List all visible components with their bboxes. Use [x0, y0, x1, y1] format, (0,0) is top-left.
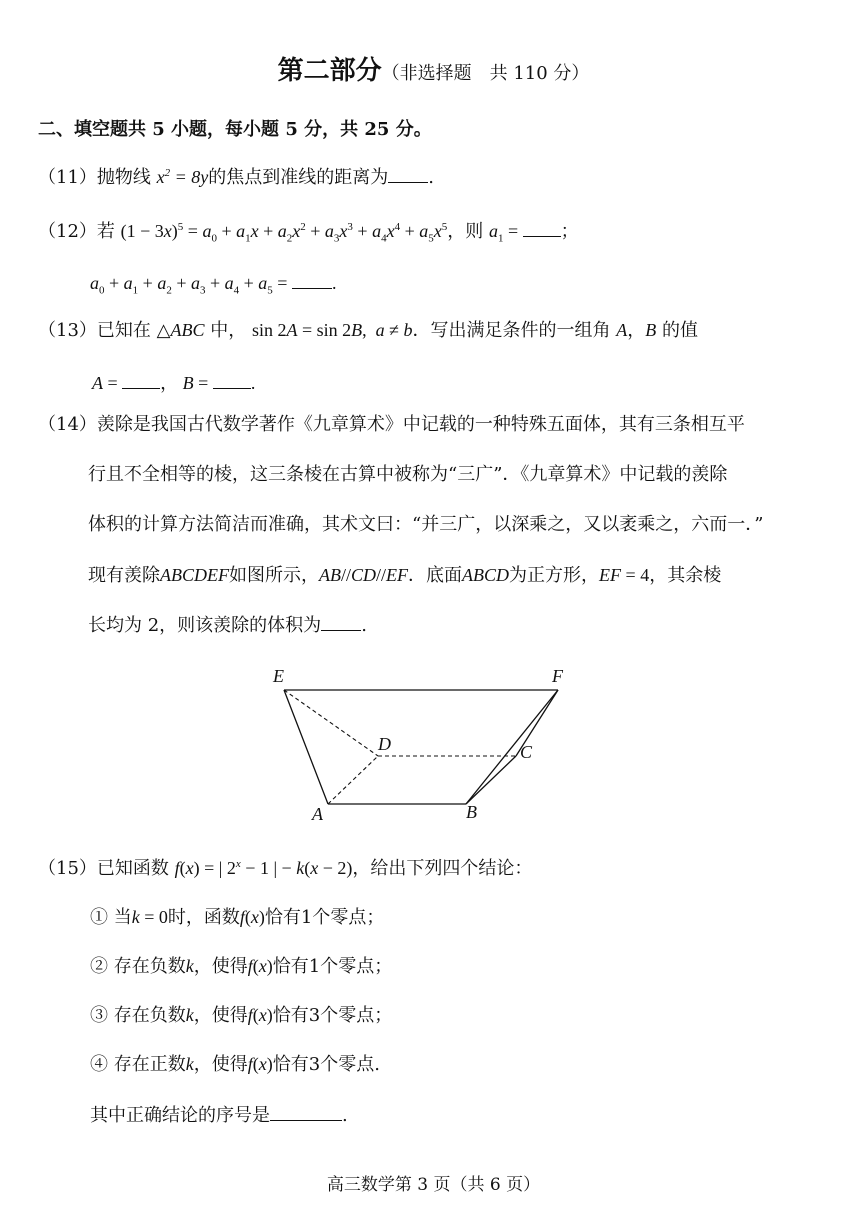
question-11: （11）抛物线 $x^2 = 8y$的焦点到准线的距离为 .	[38, 164, 434, 190]
q11-answer-blank[interactable]	[388, 164, 428, 183]
q15-option-4	[90, 1052, 380, 1077]
q14-line4-d: 为正方形，	[509, 565, 600, 586]
option-3-t3: 恰有3个零点；	[272, 1005, 393, 1026]
section-heading: 二、填空题共 5 小题，每小题 5 分，共 25 分。	[38, 119, 432, 140]
q15-conclusion-text: 其中正确结论的序号是	[90, 1105, 270, 1126]
option-2-fx: f(x)	[247, 956, 273, 976]
label-b: B	[466, 802, 477, 822]
q14-ef-length: EF = 4	[599, 565, 650, 585]
q14-line4-b: 如图所示，	[229, 565, 319, 586]
q12-a1: $a_1$ =	[488, 221, 523, 245]
q13-answer-blank-a[interactable]	[122, 370, 160, 389]
option-1-mark: ①	[90, 907, 108, 928]
q13-prefix: 已知在	[96, 320, 151, 341]
q14-solid-name: ABCDEF	[160, 565, 229, 585]
option-3-fx: f(x)	[247, 1005, 273, 1025]
option-4-t3: 恰有3个零点.	[272, 1054, 380, 1075]
q14-parallel: AB	[319, 565, 341, 585]
question-14	[38, 413, 745, 437]
page-title	[0, 56, 867, 89]
q15-answer-blank[interactable]	[270, 1102, 342, 1121]
q12-answer-blank-2[interactable]	[292, 270, 332, 289]
option-2-k: k	[185, 956, 194, 976]
option-1-t2: 时，函数	[167, 907, 240, 928]
q14-line5-text: 长均为 2，则该羡除的体积为	[88, 615, 322, 636]
question-13	[38, 318, 698, 343]
q14-line4: 现有羡除ABCDEF如图所示，AB//CD//EF．底面ABCD为正方形，EF = 4，其余棱	[88, 565, 722, 586]
q13-angles: A，B	[616, 320, 657, 340]
edge-bc	[466, 756, 516, 804]
page-footer: 高三数学第 3 页（共 6 页）	[326, 1175, 541, 1195]
option-1-t3: 恰有1个零点；	[264, 907, 385, 928]
q14-line1: 羡除是我国古代数学著作《九章算术》中记载的一种特殊五面体，其有三条相互平	[96, 414, 745, 435]
q11-equation: $x^2 = 8y$	[156, 167, 209, 187]
option-4-k: k	[185, 1054, 194, 1074]
question-15	[38, 856, 532, 881]
q15-function: f(x) = | $2^x - 1$ | − k(x − 2)	[174, 858, 353, 878]
q13-answer-blank-b[interactable]	[213, 370, 251, 389]
q14-base: ABCD	[462, 565, 510, 585]
edge-bf	[466, 690, 558, 804]
q12-sum-line: $a_0 + a_1 + a_2 + a_3 + a_4 + a_5$ = .	[90, 270, 336, 295]
q14-line4-e: ，其余棱	[649, 565, 722, 586]
q12-mid: ，则	[447, 221, 484, 242]
edge-ea	[284, 690, 328, 804]
q14-answer-blank[interactable]	[321, 612, 361, 631]
label-c: C	[520, 742, 533, 762]
q12-prefix: 若	[96, 221, 115, 242]
option-3-t2: ，使得	[193, 1005, 248, 1026]
q13-tail: 的值	[662, 320, 698, 341]
q12-number: （12）	[38, 221, 97, 242]
edge-ed-hidden	[284, 690, 378, 756]
option-4-fx: f(x)	[247, 1054, 273, 1074]
q15-conclusion: 其中正确结论的序号是 .	[90, 1102, 348, 1128]
q13-answer-line: A = ， B = .	[92, 370, 255, 395]
q13-condition: sin 2A = sin 2B, a ≠ b	[251, 320, 413, 340]
option-3-k: k	[185, 1005, 194, 1025]
prismatoid-figure	[260, 660, 580, 830]
question-12: （12）若 $(1 - 3x)^5 = a_0 + a_1x + a_2x^2 + a_3x^3 + a_4x^4 + a_5x^5$，则 $a_1$ = ；	[38, 218, 579, 244]
q13-suffix: ．写出满足条件的一组角	[412, 320, 611, 341]
label-f: F	[552, 666, 563, 686]
q11-prefix: 抛物线	[96, 167, 151, 188]
option-2-t3: 恰有1个零点；	[272, 956, 393, 977]
option-4-t1: 存在正数	[113, 1054, 186, 1075]
option-4-mark: ④	[90, 1054, 108, 1075]
option-1-condition: k = 0	[131, 907, 168, 927]
q14-line4-c: ．底面	[408, 565, 463, 586]
q12-expansion: $(1 - 3x)^5 = a_0 + a_1x + a_2x^2 + a_3x^3 + a_4x^4 + a_5x^5$	[120, 221, 448, 245]
q13-number: （13）	[38, 320, 97, 341]
q14-line5: 长均为 2，则该羡除的体积为 .	[88, 612, 367, 638]
option-4-t2: ，使得	[193, 1054, 248, 1075]
q15-option-1	[90, 905, 384, 930]
q15-option-3	[90, 1003, 392, 1028]
q13-mid: 中，	[210, 320, 247, 341]
option-3-t1: 存在负数	[113, 1005, 186, 1026]
q15-number: （15）	[38, 858, 97, 879]
option-2-mark: ②	[90, 956, 108, 977]
q15-option-2	[90, 954, 392, 979]
option-2-t2: ，使得	[193, 956, 248, 977]
title-sub: （非选择题 共 110 分）	[381, 63, 590, 84]
edge-ad-hidden	[328, 756, 378, 804]
label-a: A	[312, 804, 323, 824]
option-1-fx: f(x)	[239, 907, 265, 927]
q14-line4-a: 现有羡除	[88, 565, 160, 586]
q14-line3: 体积的计算方法简洁而准确，其术文曰：“并三广，以深乘之，又以袤乘之，六而一．”	[88, 514, 764, 535]
q11-suffix: 的焦点到准线的距离为	[208, 167, 389, 188]
option-1-t1: 当	[113, 907, 132, 928]
label-e: E	[273, 666, 284, 686]
q15-prefix: 已知函数	[96, 858, 169, 879]
q15-suffix: ，给出下列四个结论：	[352, 858, 533, 879]
q13-triangle: △ABC	[156, 320, 205, 340]
q11-number: （11）	[38, 167, 97, 188]
option-3-mark: ③	[90, 1005, 108, 1026]
label-d: D	[378, 734, 391, 754]
title-main: 第二部分	[277, 56, 382, 86]
option-2-t1: 存在负数	[113, 956, 186, 977]
q12-answer-blank-1[interactable]	[523, 218, 561, 237]
q14-line2: 行且不全相等的棱，这三条棱在古算中被称为“三广”．《九章算术》中记载的羡除	[88, 464, 728, 485]
q14-number: （14）	[38, 414, 97, 435]
